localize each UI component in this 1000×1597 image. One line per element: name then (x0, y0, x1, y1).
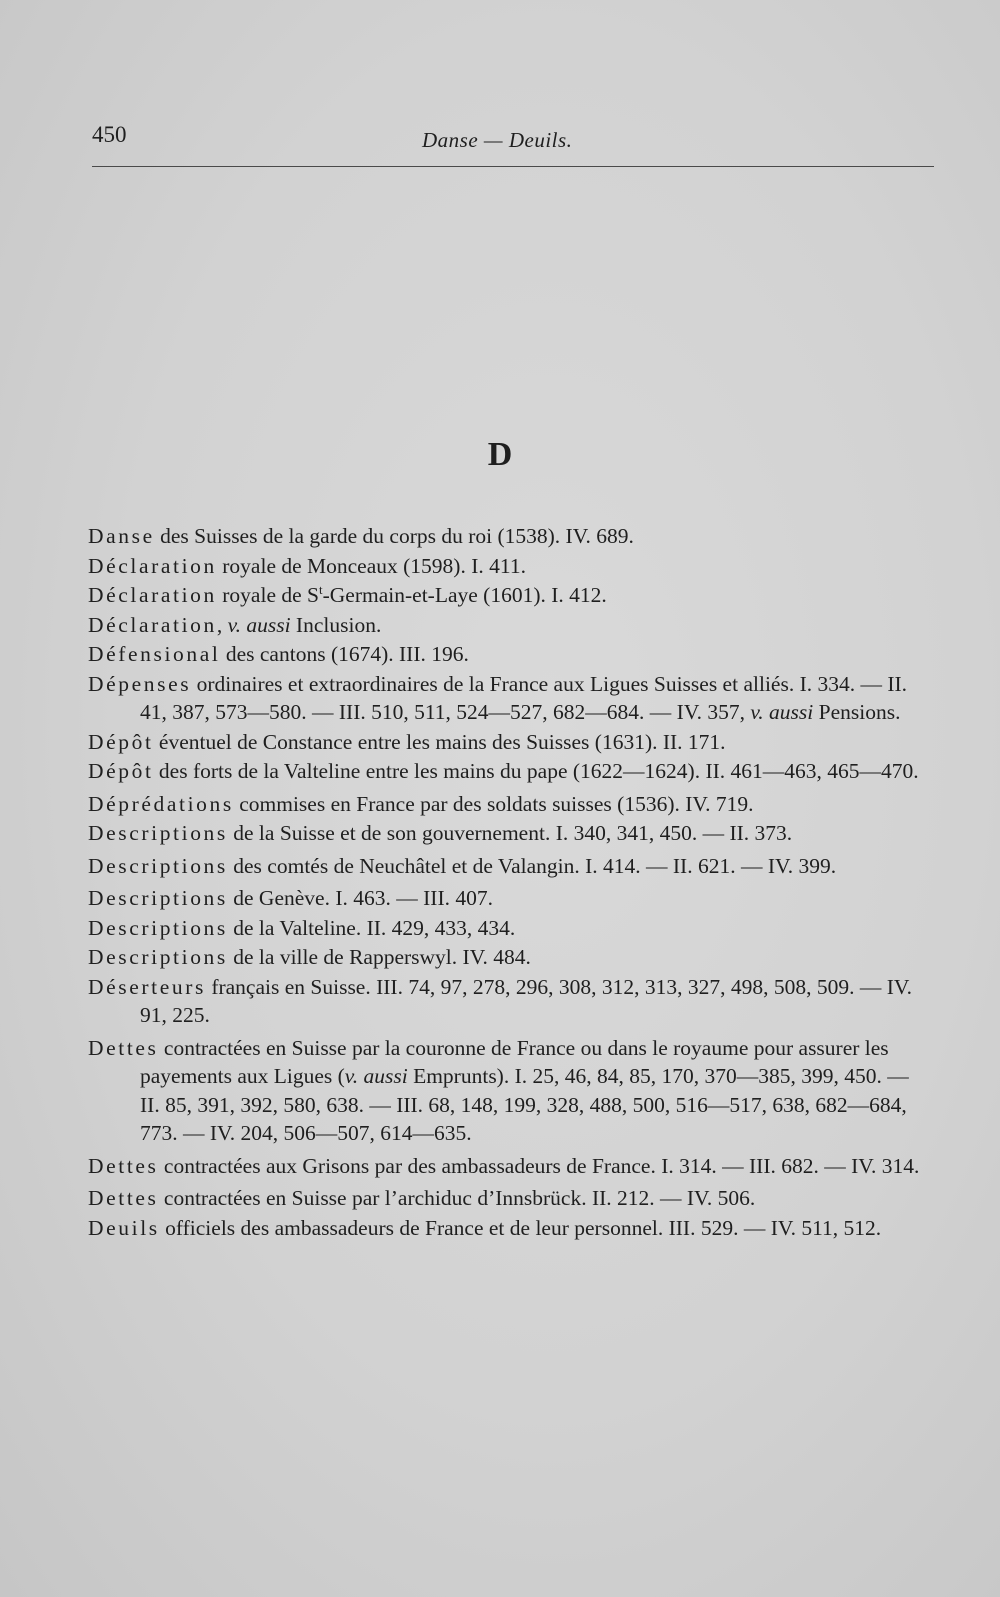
page-header (92, 118, 934, 158)
index-entry (88, 819, 930, 848)
entry-text: contractées aux Grisons par des ambassadeurs de France. I. 314. — III. 682. — IV. 314. (158, 1153, 920, 1178)
entry-text: de la ville de Rapperswyl. IV. 484. (227, 945, 531, 969)
entry-headword: Dettes (88, 1035, 159, 1060)
page-number: 450 (92, 122, 127, 147)
entry-text: des cantons (1674). III. 196. (220, 642, 469, 666)
entry-text: des forts de la Valteline entre les mains du pape (1622—1624). II. 461—463, 465—470. (153, 759, 919, 783)
entry-text: des Suisses de la garde du corps du roi (1538). IV. 689. (154, 524, 634, 548)
header-rule (92, 166, 934, 167)
index-entry (88, 757, 930, 786)
entry-headword: Deuils (88, 1215, 160, 1240)
index-entry (88, 640, 930, 669)
entry-see-also: v. aussi (227, 612, 291, 637)
entry-text: de Genève. I. 463. — III. 407. (227, 886, 493, 910)
index-entry (88, 1214, 930, 1243)
entry-see-also: v. aussi (344, 1064, 408, 1088)
entry-headword: Descriptions (88, 886, 228, 910)
entry-headword: Danse (88, 524, 155, 548)
index-entry (88, 973, 930, 1030)
index-entry (88, 728, 930, 757)
entry-text: contractées en Suisse par la couronne de France ou dans le royaume pour assurer les payements aux Ligues ( (140, 1035, 889, 1088)
entry-text: contractées en Suisse par l’archiduc d’Innsbrück. II. 212. — IV. 506. (158, 1186, 756, 1210)
entry-headword: Dettes (88, 1186, 159, 1210)
index-entry (88, 1184, 930, 1213)
index-entry (88, 611, 930, 640)
entry-headword: Descriptions (88, 915, 228, 940)
entry-headword: Déclaration (88, 583, 217, 607)
index-entry (88, 581, 930, 610)
entry-headword: Dettes (88, 1153, 159, 1178)
entry-text-post: Pensions. (813, 700, 901, 724)
entry-headword: Dépenses (88, 671, 192, 696)
index-entry (88, 943, 930, 972)
entry-headword: Déclaration (88, 612, 217, 637)
entry-text: officiels des ambassadeurs de France et de leur personnel. III. 529. — IV. 511, 512. (159, 1215, 882, 1240)
index-entries (88, 522, 930, 1243)
section-letter: D (487, 436, 513, 473)
entry-text: -Germain-et-Laye (1601). I. 412. (322, 583, 607, 607)
index-entry (88, 1152, 930, 1181)
entry-headword: Descriptions (88, 821, 228, 845)
entry-headword: Déserteurs (88, 974, 206, 999)
entry-superscript: t (318, 581, 323, 597)
index-entry (88, 522, 930, 551)
index-entry (88, 670, 930, 727)
entry-headword: Descriptions (88, 853, 228, 878)
index-entry (88, 852, 930, 881)
entry-text: des comtés de Neuchâtel et de Valangin. I. 414. — II. 621. — IV. 399. (227, 853, 837, 878)
entry-headword: Descriptions (88, 945, 228, 969)
entry-text: éventuel de Constance entre les mains des Suisses (1631). II. 171. (153, 729, 726, 754)
entry-headword: Dépôt (88, 729, 154, 754)
entry-text: commises en France par des soldats suisses (1536). IV. 719. (233, 791, 754, 816)
index-entry (88, 552, 930, 581)
entry-text: ordinaires et extraordinaires de la France aux Ligues Suisses et alliés. I. 334. — II. 41, 387, 573—580. — III. 510, 511, 524—527, 682—684. — IV. 357, (140, 671, 908, 724)
running-title: Danse — Deuils. (422, 128, 573, 152)
entry-headword: Dépôt (88, 759, 154, 783)
entry-headword: Déclaration (88, 553, 217, 578)
index-entry (88, 914, 930, 943)
entry-see-also: v. aussi (750, 700, 814, 724)
entry-text-pre: , (216, 612, 228, 637)
entry-headword: Déprédations (88, 791, 234, 816)
entry-text: de la Suisse et de son gouvernement. I. 340, 341, 450. — II. 373. (227, 821, 793, 845)
entry-text: Inclusion. (290, 612, 382, 637)
index-entry (88, 884, 930, 913)
entry-text: de la Valteline. II. 429, 433, 434. (227, 915, 516, 940)
index-entry (88, 790, 930, 819)
entry-text-post: Emprunts). I. 25, 46, 84, 85, 170, 370—385, 399, 450. — II. 85, 391, 392, 580, 638. — III. 68, 148, 199, 328, 488, 500, 516—517, 638, 682—684, 773. — IV. 204, 506—507, 614—635. (140, 1064, 909, 1145)
entry-text: français en Suisse. III. 74, 97, 278, 296, 308, 312, 313, 327, 498, 508, 509. — IV. 91, 225. (140, 974, 912, 1027)
entry-text-pre: royale de S (216, 583, 319, 607)
index-entry (88, 1034, 930, 1148)
entry-text: royale de Monceaux (1598). I. 411. (216, 553, 526, 578)
entry-headword: Défensional (88, 642, 221, 666)
